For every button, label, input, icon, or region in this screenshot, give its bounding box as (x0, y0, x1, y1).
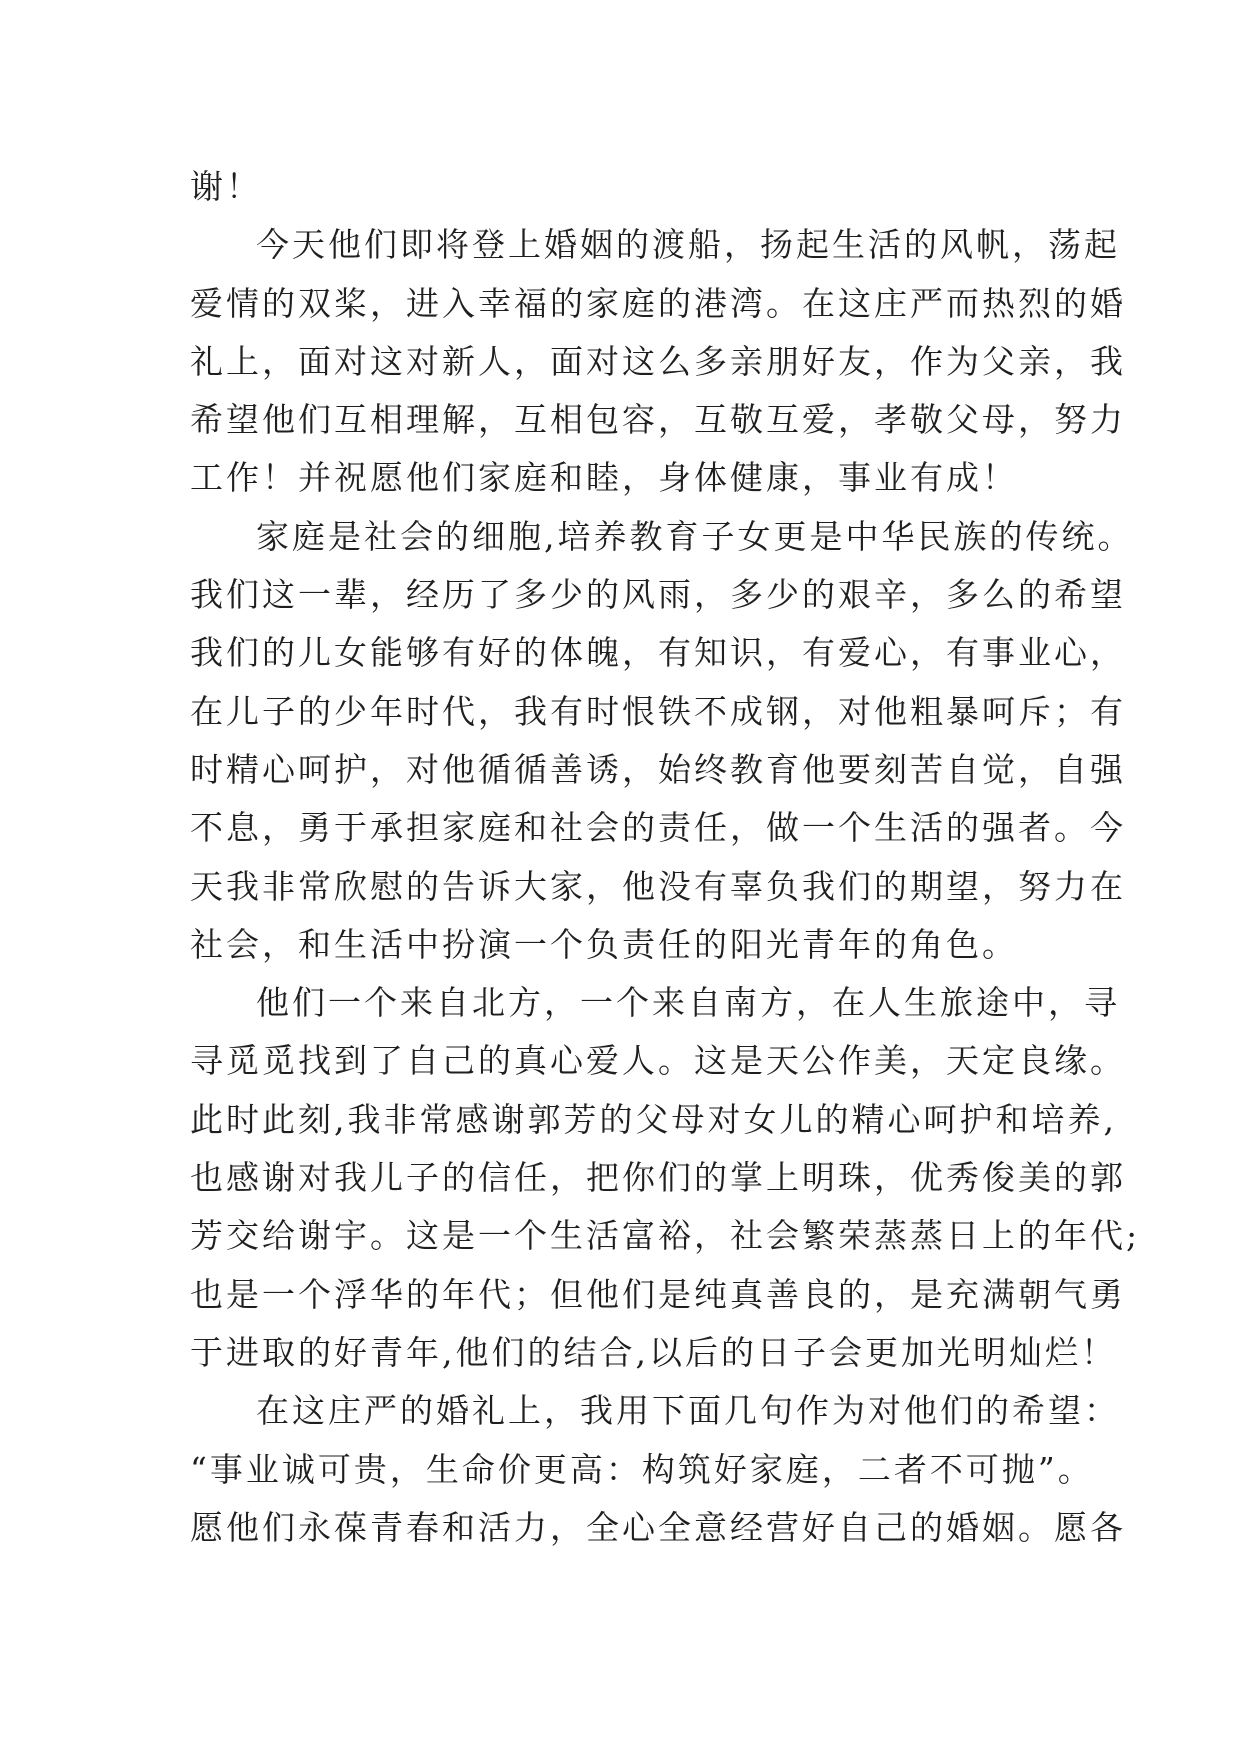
text-line: 在儿子的少年时代，我有时恨铁不成钢，对他粗暴呵斥；有 (190, 691, 1126, 731)
text-line: 我们这一辈，经历了多少的风雨，多少的艰辛，多么的希望 (190, 575, 1126, 615)
text-line: 时精心呵护，对他循循善诱，始终教育他要刻苦自觉，自强 (190, 749, 1126, 789)
text-line: 我们的儿女能够有好的体魄，有知识，有爱心，有事业心， (190, 633, 1126, 673)
text-line: 家庭是社会的细胞,培养教育子女更是中华民族的传统。 (256, 516, 1134, 556)
text-line: 爱情的双桨，进入幸福的家庭的港湾。在这庄严而热烈的婚 (190, 283, 1126, 323)
text-line: 不息，勇于承担家庭和社会的责任，做一个生活的强者。今 (190, 808, 1126, 848)
text-line: 芳交给谢宇。这是一个生活富裕，社会繁荣蒸蒸日上的年代; (190, 1216, 1141, 1256)
text-line: 于进取的好青年,他们的结合,以后的日子会更加光明灿烂！ (190, 1332, 1117, 1372)
text-line: 寻觅觅找到了自己的真心爱人。这是天公作美，天定良缘。 (190, 1041, 1126, 1081)
text-line: 也是一个浮华的年代；但他们是纯真善良的，是充满朝气勇 (190, 1274, 1126, 1314)
text-line: 工作！并祝愿他们家庭和睦，身体健康，事业有成！ (190, 458, 1018, 498)
text-line: 希望他们互相理解，互相包容，互敬互爱，孝敬父母，努力 (190, 400, 1126, 440)
text-line: 社会，和生活中扮演一个负责任的阳光青年的角色。 (190, 924, 1018, 964)
text-line: 也感谢对我儿子的信任，把你们的掌上明珠，优秀俊美的郭 (190, 1158, 1126, 1198)
text-line: 今天他们即将登上婚姻的渡船，扬起生活的风帆，荡起 (256, 225, 1120, 265)
text-line: 天我非常欣慰的告诉大家，他没有辜负我们的期望，努力在 (190, 866, 1126, 906)
text-line: 谢！ (190, 167, 262, 206)
text-line: 此时此刻,我非常感谢郭芳的父母对女儿的精心呵护和培养, (190, 1099, 1117, 1139)
text-line: 他们一个来自北方，一个来自南方，在人生旅途中，寻 (256, 983, 1120, 1023)
body-text (190, 158, 1141, 1557)
text-line: 礼上，面对这对新人，面对这么多亲朋好友，作为父亲，我 (190, 341, 1126, 381)
text-line: “事业诚可贵，生命价更高：构筑好家庭，二者不可抛”。 (190, 1449, 1094, 1489)
text-line: 在这庄严的婚礼上，我用下面几句作为对他们的希望： (256, 1391, 1120, 1431)
text-line: 愿他们永葆青春和活力，全心全意经营好自己的婚姻。愿各 (190, 1507, 1126, 1547)
